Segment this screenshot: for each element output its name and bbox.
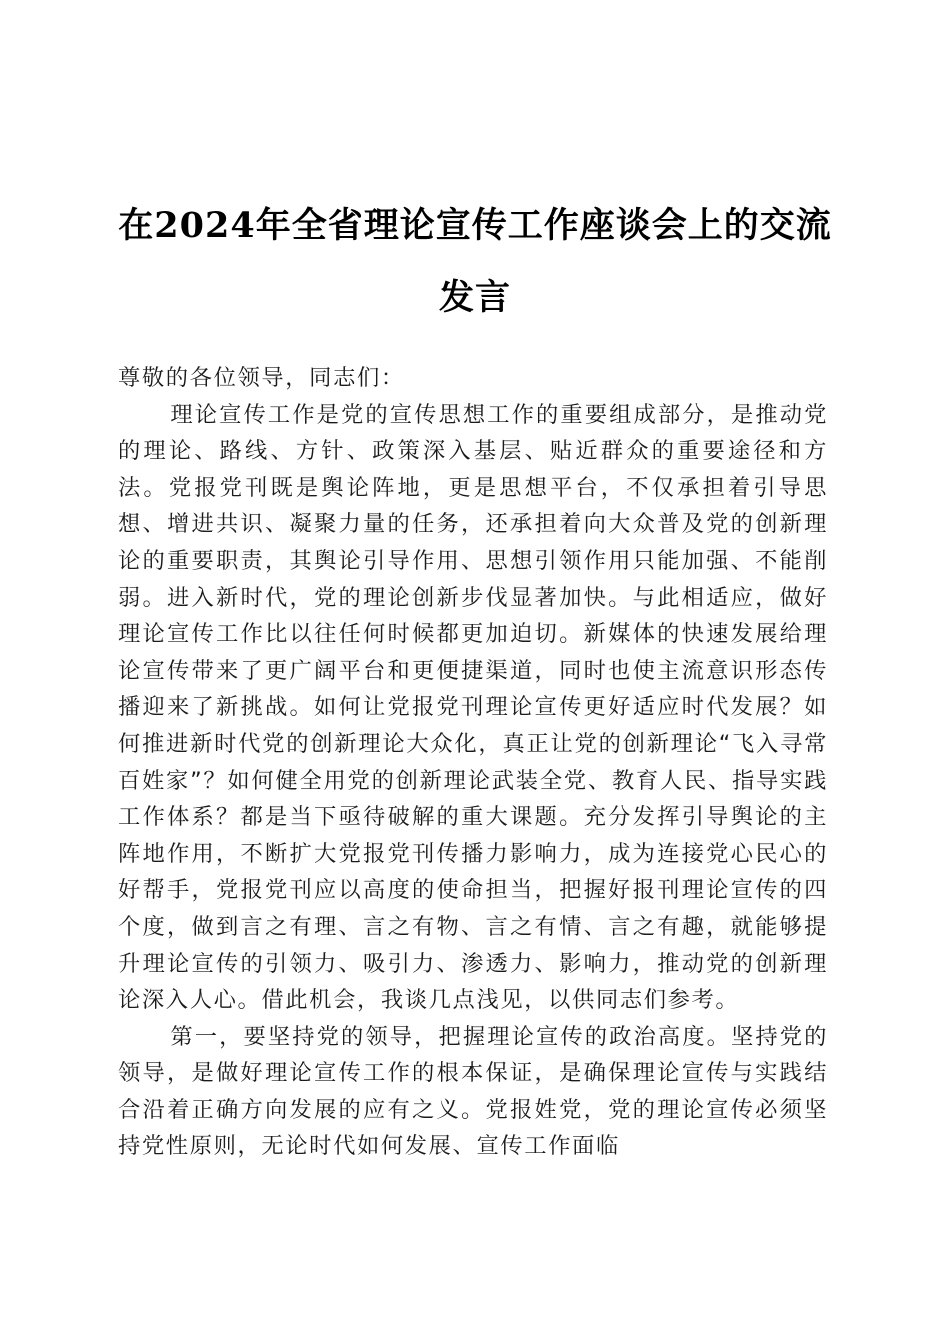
document-title xyxy=(118,190,832,334)
title-line-2: 发言 xyxy=(438,277,511,318)
title-line-1: 在2024年全省理论宣传工作座谈会上的交流 xyxy=(118,205,832,246)
paragraph-first-point: 第一，要坚持党的领导，把握理论宣传的政治高度。坚持党的领导，是做好理论宣传工作的根本保证，是确保理论宣传与实践结合沿着正确方向发展的应有之义。党报姓党，党的理论宣传必须坚持党性原则，无论时代如何发展、宣传工作面临 xyxy=(118,1023,828,1160)
document-body xyxy=(118,360,828,1165)
paragraph-intro: 理论宣传工作是党的宣传思想工作的重要组成部分，是推动党的理论、路线、方针、政策深入基层、贴近群众的重要途径和方法。党报党刊既是舆论阵地，更是思想平台，不仅承担着引导思想、增进共识、凝聚力量的任务，还承担着向大众普及党的创新理论的重要职责，其舆论引导作用、思想引领作用只能加强、不能削弱。进入新时代，党的理论创新步伐显著加快。与此相适应，做好理论宣传工作比以往任何时候都更加迫切。新媒体的快速发展给理论宣传带来了更广阔平台和更便捷渠道，同时也使主流意识形态传播迎来了新挑战。如何让党报党刊理论宣传更好适应时代发展？如何推进新时代党的创新理论大众化，真正让党的创新理论“飞入寻常百姓家”？如何健全用党的创新理论武装全党、教育人民、指导实践工作体系？都是当下亟待破解的重大课题。充分发挥引导舆论的主阵地作用，不断扩大党报党刊传播力影响力，成为连接党心民心的好帮手，党报党刊应以高度的使命担当，把握好报刊理论宣传的四个度，做到言之有理、言之有物、言之有情、言之有趣，就能够提升理论宣传的引领力、吸引力、渗透力、影响力，推动党的创新理论深入人心。借此机会，我谈几点浅见，以供同志们参考。 xyxy=(118,401,828,1014)
salutation: 尊敬的各位领导，同志们： xyxy=(118,365,405,391)
